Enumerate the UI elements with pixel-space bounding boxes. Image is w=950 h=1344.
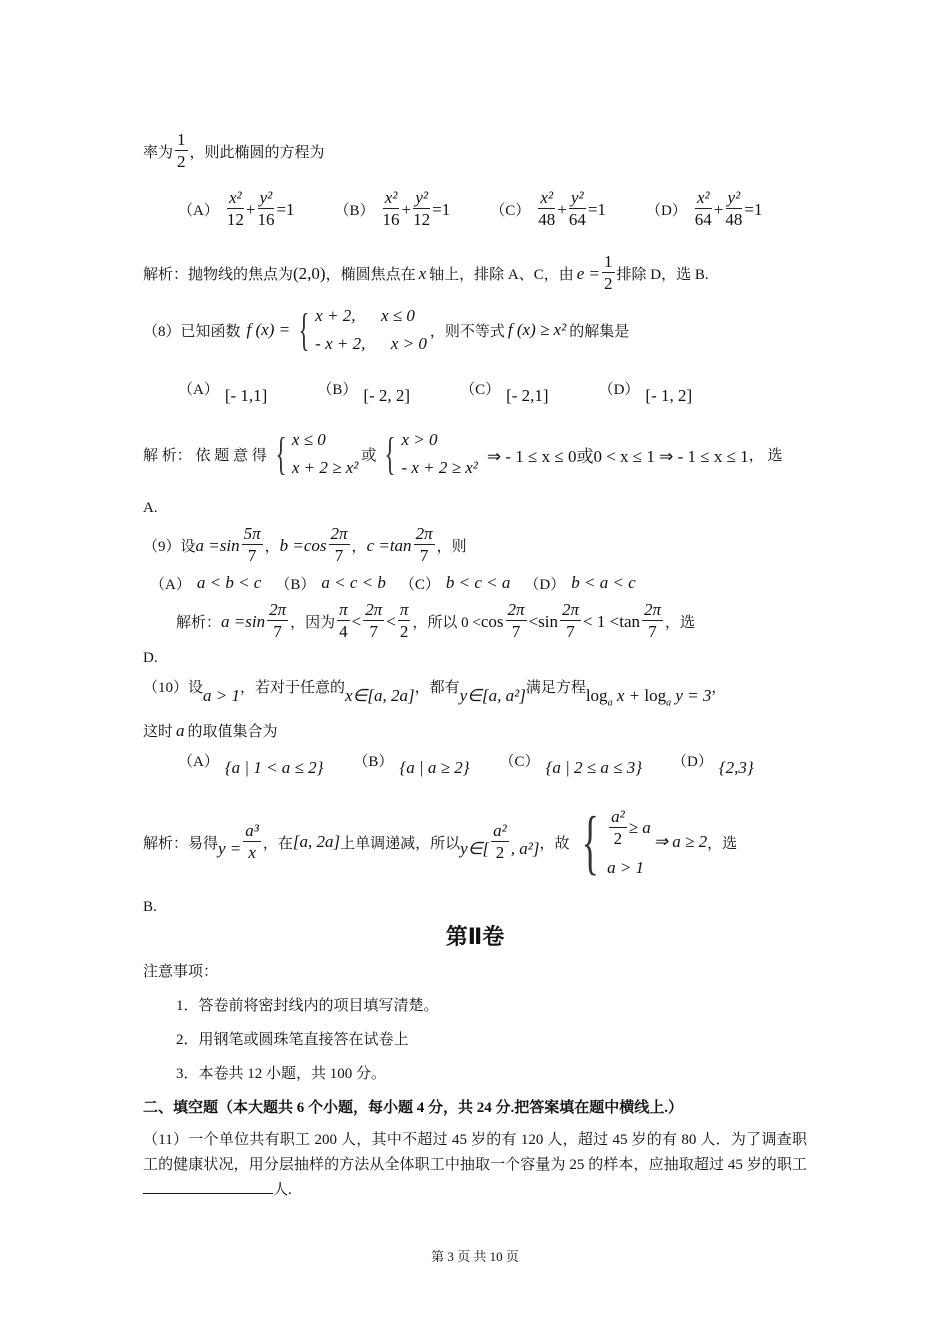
den: 64 (694, 210, 712, 229)
num: 2π (330, 524, 348, 543)
fraction (383, 188, 400, 231)
den: 2 (399, 622, 409, 641)
option (335, 188, 451, 231)
math: y = 3 (671, 686, 712, 705)
den: 4 (339, 622, 348, 641)
option-value: [- 1,1] (224, 386, 268, 405)
den: 48 (725, 210, 743, 229)
brace: { (581, 802, 599, 882)
option-value: {2,3} (718, 758, 754, 777)
text: 或 (361, 447, 377, 464)
option-label: （B） (317, 382, 358, 398)
math: cos (480, 611, 504, 631)
option (500, 750, 642, 778)
fraction (725, 188, 742, 231)
math: a =sin (195, 535, 240, 555)
fraction (329, 524, 350, 567)
math: f (x) ≥ x² (507, 320, 567, 339)
fraction (227, 188, 244, 231)
text: 人. (273, 1182, 292, 1198)
text: （8）已知函数 (143, 323, 241, 340)
q11 (143, 1128, 807, 1203)
fraction (243, 821, 261, 864)
option (178, 378, 267, 406)
math: sin (538, 611, 559, 631)
q8-stem (143, 306, 629, 354)
text: 率为 (143, 145, 174, 161)
text: 的解集是 (569, 323, 630, 340)
den: 2 (604, 274, 613, 293)
q9-solution (176, 600, 695, 643)
option-value: [- 1, 2] (645, 386, 693, 405)
math: f (x) = (246, 320, 291, 339)
text: （11）一个单位共有职工 200 人，其中不超过 45 岁的有 120 人，超过 45 岁的有 80 人．为了调查职工的健康状况，用分层抽样的方法从全体职工中抽取一个容量为 25 的样本，应抽取超过 45 岁的职工 (143, 1132, 807, 1173)
row: x + 2 ≥ x² (291, 458, 359, 477)
math: tan (619, 611, 641, 631)
fraction (491, 821, 509, 864)
notes-title: 注意事项： (143, 964, 219, 980)
row: x > 0 (401, 430, 438, 449)
text: ，在 (262, 835, 293, 852)
num: y² (727, 188, 741, 207)
text: ，若对于任意的 (240, 680, 346, 696)
num: 1 (604, 252, 613, 271)
brace: { (275, 428, 287, 479)
fraction (506, 600, 527, 643)
q7-intro (143, 130, 325, 173)
num: a³ (245, 820, 259, 840)
option-label: （C） (490, 203, 531, 219)
den: 7 (273, 622, 282, 641)
q9-stem (143, 524, 467, 567)
fraction (337, 600, 350, 643)
option-label: （B） (334, 203, 375, 219)
num: 2π (644, 600, 662, 619)
text: ，选 (665, 615, 696, 631)
system (270, 430, 359, 478)
den: 2 (495, 842, 505, 862)
text: 满足方程 (525, 680, 586, 696)
option (178, 188, 295, 231)
option-value: b < c < a (445, 573, 511, 592)
q8-options (178, 378, 692, 406)
option (400, 573, 511, 594)
den: 7 (419, 546, 429, 565)
math: log (585, 686, 608, 705)
math: ⇒ a ≥ 2 (653, 832, 708, 851)
math: y∈[a, a²] (459, 686, 526, 705)
fraction (242, 524, 263, 567)
den: x (248, 842, 256, 862)
text: 排除 D，选 B. (616, 267, 709, 283)
row: x + 2, x ≤ 0 (315, 306, 415, 325)
math: < (351, 611, 362, 631)
math: =1 (276, 199, 295, 219)
num: 2π (415, 524, 433, 543)
option-value: {a | a ≥ 2} (399, 758, 470, 777)
math: + (245, 199, 256, 219)
option-value: {a | 2 ≤ a ≤ 3} (545, 758, 642, 777)
fraction (414, 524, 435, 567)
text: 这时 (143, 724, 174, 740)
fraction (642, 600, 663, 643)
option-label: （C） (499, 754, 540, 770)
num: 2π (365, 600, 383, 619)
math: e = (576, 263, 601, 283)
den: 2 (613, 828, 623, 848)
text: ，则此椭圆的方程为 (189, 145, 325, 161)
option-value: a < b < c (196, 573, 262, 592)
subscript: a (607, 697, 613, 709)
text: B. (143, 899, 157, 915)
brace: { (298, 304, 310, 355)
text: ，则 (436, 539, 467, 555)
math: a =sin (221, 611, 266, 631)
fraction (175, 130, 188, 173)
subscript: a (666, 697, 672, 709)
math: , a²] (510, 839, 540, 858)
num: 1 (177, 130, 186, 149)
math: + (557, 199, 567, 219)
num: x² (384, 188, 398, 207)
math: =1 (587, 199, 606, 219)
fraction (413, 188, 430, 231)
option (317, 378, 410, 406)
q10-options (178, 750, 754, 778)
math: =1 (744, 199, 763, 219)
page-footer: 第 3 页 共 10 页 (431, 1249, 519, 1264)
den: 16 (257, 210, 275, 229)
math: ⇒ - 1 ≤ x ≤ 0或0 < x ≤ 1 ⇒ - 1 ≤ x ≤ 1 (486, 446, 749, 466)
fraction (257, 188, 274, 231)
option-label: （A） (150, 577, 191, 593)
text: ，选 (707, 835, 738, 852)
option (646, 188, 763, 231)
fraction (267, 600, 288, 643)
text: ， (264, 539, 280, 555)
option (353, 750, 469, 778)
fraction (602, 252, 615, 295)
text: 解析：易得 (143, 835, 219, 852)
option-label: （B） (353, 754, 394, 770)
num: x² (696, 188, 710, 207)
num: x² (229, 188, 242, 207)
den: 64 (568, 210, 586, 229)
option-label: （A） (178, 754, 219, 770)
note-item: 3．本卷共 12 小题，共 100 分。 (176, 1066, 387, 1082)
q8-solution (143, 430, 782, 478)
num: 2π (507, 600, 525, 619)
text: ，所以 0 < (412, 615, 481, 631)
section-title: 第Ⅱ卷 (445, 925, 505, 950)
math: c =tan (366, 535, 412, 555)
fraction (398, 600, 411, 643)
text: 解析： (176, 615, 222, 631)
option-label: （A） (178, 203, 219, 219)
math: < 1 < (583, 611, 620, 631)
fraction (609, 807, 627, 850)
q10-solution (143, 802, 738, 882)
option-value: b < a < c (571, 573, 636, 592)
math: ≥ a (628, 818, 651, 837)
section-heading: 二、填空题（本大题共 6 个小题，每小题 4 分，共 24 分.把答案填在题中横线上.） (143, 1100, 684, 1116)
option-label: （D） (672, 754, 713, 770)
text: 解析：抛物线的焦点为 (143, 267, 294, 283)
option-label: （C） (399, 577, 440, 593)
fraction (569, 188, 586, 231)
num: 2π (562, 600, 580, 619)
math: x (418, 263, 427, 283)
text: 解 析： 依 题 意 得 (143, 447, 267, 464)
system (573, 802, 651, 882)
text: ，因为 (290, 615, 336, 631)
option-value: [- 2, 2] (363, 386, 411, 405)
option (178, 750, 323, 778)
num: π (339, 600, 348, 619)
answer-blank[interactable] (143, 1179, 273, 1194)
math: x + (612, 686, 645, 705)
num: 2π (269, 600, 287, 619)
row: - x + 2, x > 0 (315, 334, 427, 353)
log-equation (586, 686, 712, 708)
math: a (176, 720, 185, 740)
num: π (399, 600, 409, 619)
option-label: （C） (460, 382, 501, 398)
den: 16 (382, 210, 400, 229)
fraction (695, 188, 712, 231)
option (672, 750, 754, 778)
fraction (560, 600, 581, 643)
math: < (528, 611, 539, 631)
note-item: 1．答卷前将密封线内的项目填写清楚。 (176, 998, 439, 1014)
math: =1 (432, 199, 451, 219)
den: 7 (369, 622, 379, 641)
math: log (644, 686, 667, 705)
den: 7 (247, 546, 257, 565)
q10-answer (143, 899, 157, 916)
math: y∈[ (460, 839, 490, 858)
num: 5π (243, 524, 261, 543)
option-label: （A） (178, 382, 219, 398)
den: 2 (177, 152, 186, 171)
option-label: （D） (598, 382, 640, 398)
q9-options (150, 573, 636, 594)
text: ，都有 (414, 680, 460, 696)
math: x∈[a, 2a] (345, 686, 415, 705)
den: 12 (226, 210, 244, 229)
row: x ≤ 0 (291, 430, 326, 449)
option (490, 188, 606, 231)
math: a > 1 (203, 686, 240, 705)
text: ，则不等式 (429, 323, 505, 340)
text: ， (351, 539, 367, 555)
math: + (401, 199, 412, 219)
fraction (538, 188, 555, 231)
option-value: a < c < b (321, 573, 386, 592)
q10-stem (143, 676, 726, 708)
den: 12 (413, 210, 431, 229)
option (275, 573, 386, 594)
option (599, 378, 693, 406)
num: y² (415, 188, 428, 207)
option-value: [- 2,1] (506, 386, 549, 405)
note-item: 2．用钢笔或圆珠笔直接答在试卷上 (176, 1032, 409, 1048)
q8-answer (143, 500, 158, 517)
num: y² (259, 188, 273, 207)
text: 上单调递减，所以 (340, 835, 461, 852)
math: [a, 2a] (292, 832, 341, 851)
row: a > 1 (607, 857, 645, 877)
text: A. (143, 500, 158, 516)
num: y² (571, 188, 584, 207)
den: 7 (566, 622, 575, 641)
text: ，故 (539, 835, 570, 852)
piecewise (293, 306, 427, 354)
math: + (713, 199, 724, 219)
text: D. (143, 650, 158, 666)
option-label: （D） (524, 577, 566, 593)
option (460, 378, 549, 406)
q7-solution (143, 252, 709, 295)
option-label: （D） (645, 203, 687, 219)
text: ， 选 (748, 447, 783, 464)
row: - x + 2 ≥ x² (401, 458, 478, 477)
num: a² (493, 820, 507, 840)
text: （9）设 (143, 539, 196, 555)
option-value: {a | 1 < a ≤ 2} (224, 758, 324, 777)
text: 的取值集合为 (187, 724, 278, 740)
option-label: （B） (275, 577, 316, 593)
den: 48 (538, 210, 556, 229)
den: 7 (334, 546, 344, 565)
option (150, 573, 261, 594)
brace: { (384, 428, 396, 479)
den: 7 (648, 622, 657, 641)
fraction (363, 600, 384, 643)
q9-answer (143, 650, 158, 667)
math: < (386, 611, 396, 631)
q10-line2 (143, 720, 278, 741)
math: b =cos (279, 535, 327, 555)
text: 轴上，排除 A、C，由 (429, 267, 574, 283)
text: ， (711, 680, 727, 696)
text: ，椭圆焦点在 (325, 267, 416, 283)
num: x² (540, 188, 554, 207)
option (524, 573, 635, 594)
q7-options (178, 188, 762, 231)
den: 7 (511, 622, 521, 641)
num: a² (611, 806, 625, 826)
math: (2,0) (293, 263, 326, 283)
text: （10）设 (143, 680, 204, 696)
system (379, 430, 478, 478)
math: y = (218, 839, 242, 858)
